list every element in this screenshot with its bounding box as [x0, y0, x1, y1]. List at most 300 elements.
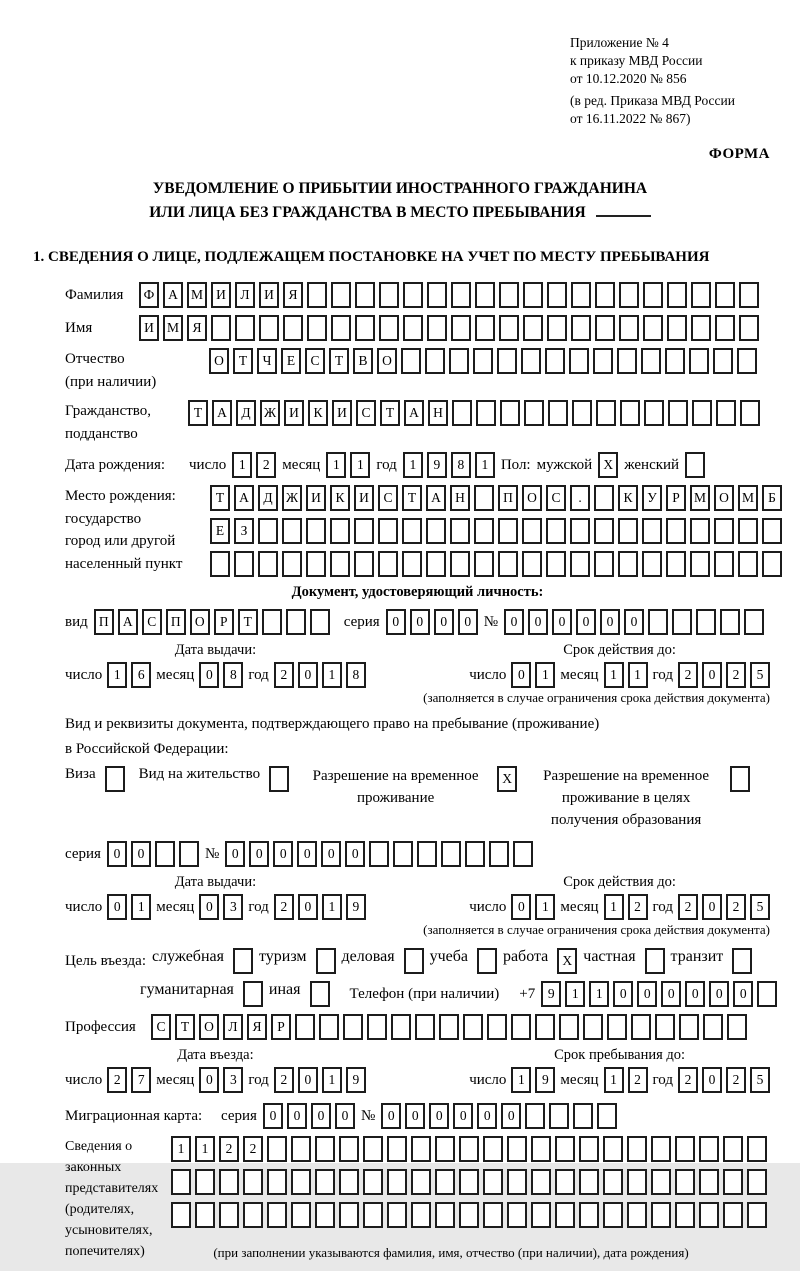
- form-cell: 1: [326, 452, 346, 478]
- form-cell: [607, 1014, 627, 1040]
- form-cell: [267, 1136, 287, 1162]
- form-cell: [499, 282, 519, 308]
- form-cell: 0: [321, 841, 341, 867]
- day-label: число: [469, 1071, 507, 1088]
- form-cell: [723, 1202, 743, 1228]
- form-cell: 0: [576, 609, 596, 635]
- purpose-business: [342, 948, 424, 974]
- form-cell: 0: [702, 894, 722, 920]
- number-label: №: [483, 613, 498, 630]
- form-cell: [463, 1014, 483, 1040]
- form-cell: [379, 315, 399, 341]
- form-cell: [378, 551, 398, 577]
- form-cell: 0: [661, 981, 681, 1007]
- year-label: год: [248, 1071, 269, 1088]
- form-cell: Б: [762, 485, 782, 511]
- form-cell: 1: [195, 1136, 215, 1162]
- form-cell: [747, 1169, 767, 1195]
- identity-valid-group: [469, 642, 770, 688]
- form-cell: [354, 518, 374, 544]
- purpose-work-label: работа: [502, 948, 549, 966]
- doc-kind-cells: [94, 609, 330, 635]
- form-cell: 0: [107, 841, 127, 867]
- form-cell: 1: [535, 662, 555, 688]
- form-cell: [426, 518, 446, 544]
- form-cell: 2: [256, 452, 276, 478]
- sex-label: Пол:: [500, 456, 531, 473]
- form-cell: [402, 518, 422, 544]
- stay-year: [678, 1067, 770, 1093]
- form-cell: З: [234, 518, 254, 544]
- form-cell: [171, 1169, 191, 1195]
- form-cell: 8: [451, 452, 471, 478]
- year-label: год: [652, 666, 673, 683]
- form-cell: 2: [678, 662, 698, 688]
- series-label: серия: [343, 613, 380, 630]
- birth-place-cells-row1: [210, 485, 782, 511]
- form-cell: С: [378, 485, 398, 511]
- form-cell: [573, 1103, 593, 1129]
- form-cell: И: [354, 485, 374, 511]
- order-date-line: от 10.12.2020 № 856: [570, 70, 687, 86]
- form-cell: Т: [238, 609, 258, 635]
- form-cell: [497, 348, 517, 374]
- form-cell: [620, 400, 640, 426]
- form-cell: 1: [511, 1067, 531, 1093]
- form-cell: [583, 1014, 603, 1040]
- form-cell: 2: [274, 1067, 294, 1093]
- form-cell: 1: [232, 452, 252, 478]
- form-label: ФОРМА: [708, 146, 770, 163]
- form-cell: [267, 1202, 287, 1228]
- form-cell: И: [259, 282, 279, 308]
- temporary-residence-education-label: Разрешение на временное проживание в целях получения образования: [543, 768, 710, 828]
- form-cell: [404, 948, 424, 974]
- migration-card-row: [65, 1103, 770, 1129]
- form-cell: М: [738, 485, 758, 511]
- form-cell: [211, 315, 231, 341]
- form-cell: [690, 551, 710, 577]
- form-cell: [667, 282, 687, 308]
- birth-place-label-line2: государство: [65, 510, 142, 527]
- form-cell: Т: [188, 400, 208, 426]
- form-cell: [738, 551, 758, 577]
- form-cell: [411, 1202, 431, 1228]
- visa-checkbox: [105, 766, 125, 792]
- form-cell: [355, 282, 375, 308]
- form-cell: [522, 551, 542, 577]
- form-cell: [331, 315, 351, 341]
- form-cell: [525, 1103, 545, 1129]
- form-cell: [627, 1202, 647, 1228]
- form-cell: [316, 948, 336, 974]
- purpose-other: [269, 981, 330, 1007]
- form-cell: [282, 551, 302, 577]
- form-cell: Н: [450, 485, 470, 511]
- month-label: месяц: [156, 666, 195, 683]
- residence-series-cells: [107, 841, 199, 867]
- form-cell: [473, 348, 493, 374]
- form-cell: [665, 348, 685, 374]
- form-cell: [339, 1169, 359, 1195]
- form-cell: [667, 315, 687, 341]
- identity-issue-group: [65, 642, 366, 688]
- form-cell: И: [306, 485, 326, 511]
- form-cell: [715, 315, 735, 341]
- residence-doc-intro1: Вид и реквизиты документа, подтверждающего право на пребывание (проживание): [65, 716, 600, 733]
- form-cell: [315, 1202, 335, 1228]
- form-cell: [387, 1136, 407, 1162]
- form-cell: 0: [511, 894, 531, 920]
- form-cell: О: [190, 609, 210, 635]
- form-cell: Ж: [260, 400, 280, 426]
- form-cell: П: [166, 609, 186, 635]
- form-cell: 0: [702, 662, 722, 688]
- form-cell: [675, 1169, 695, 1195]
- temporary-residence-label: Разрешение на временное проживание: [312, 768, 479, 806]
- form-cell: И: [139, 315, 159, 341]
- form-cell: [379, 282, 399, 308]
- form-cell: 0: [381, 1103, 401, 1129]
- form-cell: 0: [131, 841, 151, 867]
- residence-issue-day: [107, 894, 151, 920]
- form-cell: 3: [223, 894, 243, 920]
- visit-purpose-label: Цель въезда:: [65, 952, 146, 969]
- form-cell: [195, 1202, 215, 1228]
- form-cell: Ч: [257, 348, 277, 374]
- birth-place-label-line3: город или другой: [65, 533, 176, 550]
- female-checkbox: [685, 452, 705, 478]
- form-cell: [483, 1169, 503, 1195]
- representatives-label-line1: Сведения о: [65, 1139, 133, 1155]
- purpose-study-label: учеба: [429, 948, 468, 966]
- given-name-label: Имя: [65, 319, 93, 336]
- form-cell: [307, 282, 327, 308]
- form-cell: [643, 282, 663, 308]
- form-cell: [651, 1202, 671, 1228]
- form-cell: Д: [258, 485, 278, 511]
- form-cell: [511, 1014, 531, 1040]
- residence-doc-options-row: [65, 766, 770, 831]
- representatives-label-line6: попечителях): [65, 1244, 145, 1260]
- form-cell: [523, 282, 543, 308]
- form-cell: А: [426, 485, 446, 511]
- form-cell: [642, 518, 662, 544]
- phone-label: Телефон (при наличии): [349, 985, 500, 1002]
- form-cell: [476, 400, 496, 426]
- form-cell: [258, 518, 278, 544]
- profession-label: Профессия: [65, 1019, 136, 1036]
- patronymic-label: [65, 348, 203, 393]
- entry-dates: [65, 1047, 770, 1093]
- form-cell: [427, 282, 447, 308]
- form-cell: 0: [225, 841, 245, 867]
- representatives-label-line2: законных: [65, 1160, 122, 1176]
- form-cell: Л: [235, 282, 255, 308]
- form-cell: [594, 518, 614, 544]
- month-label: месяц: [560, 1071, 599, 1088]
- form-cell: [459, 1169, 479, 1195]
- form-cell: [387, 1202, 407, 1228]
- form-cell: 0: [199, 1067, 219, 1093]
- form-cell: [723, 1169, 743, 1195]
- form-cell: [524, 400, 544, 426]
- purpose-study: [430, 948, 497, 974]
- month-label: месяц: [156, 1071, 195, 1088]
- form-cell: 2: [274, 894, 294, 920]
- birth-day-cells: [232, 452, 276, 478]
- form-cell: [699, 1202, 719, 1228]
- form-cell: [363, 1136, 383, 1162]
- form-cell: 1: [322, 1067, 342, 1093]
- form-cell: [483, 1202, 503, 1228]
- phone-cells: [541, 981, 777, 1007]
- form-cell: [403, 315, 423, 341]
- year-label: год: [248, 898, 269, 915]
- form-cell: 2: [243, 1136, 263, 1162]
- valid-until-heading: Срок действия до:: [563, 642, 676, 659]
- valid-until-heading: Срок действия до:: [563, 874, 676, 891]
- form-cell: К: [308, 400, 328, 426]
- representatives-cells-row3: [171, 1202, 767, 1228]
- form-cell: [703, 1014, 723, 1040]
- form-cell: [603, 1202, 623, 1228]
- form-cell: [450, 551, 470, 577]
- form-cell: [354, 551, 374, 577]
- birth-date-row: [65, 452, 770, 478]
- form-cell: 5: [750, 662, 770, 688]
- purpose-transit-checkbox: [732, 948, 752, 974]
- year-label: год: [248, 666, 269, 683]
- form-cell: 2: [726, 894, 746, 920]
- day-label: число: [189, 456, 227, 473]
- form-cell: 1: [107, 662, 127, 688]
- form-cell: 9: [535, 1067, 555, 1093]
- form-cell: X: [557, 948, 577, 974]
- form-cell: 1: [171, 1136, 191, 1162]
- form-cell: [738, 518, 758, 544]
- form-cell: 0: [702, 1067, 722, 1093]
- purpose-transit: [671, 948, 753, 974]
- representatives-label-line3: представителях: [65, 1181, 159, 1197]
- purpose-official-label: служебная: [151, 948, 224, 966]
- surname-row: [65, 282, 770, 308]
- form-cell: 7: [131, 1067, 151, 1093]
- form-cell: И: [332, 400, 352, 426]
- purpose-private-label: частная: [583, 948, 636, 966]
- form-cell: 0: [511, 662, 531, 688]
- form-cell: И: [284, 400, 304, 426]
- form-cell: 0: [624, 609, 644, 635]
- form-cell: О: [209, 348, 229, 374]
- form-cell: [617, 348, 637, 374]
- form-cell: [441, 841, 461, 867]
- form-cell: 1: [565, 981, 585, 1007]
- form-title-line2-text: ИЛИ ЛИЦА БЕЗ ГРАЖДАНСТВА В МЕСТО ПРЕБЫВАНИЯ: [149, 204, 586, 222]
- form-cell: [451, 315, 471, 341]
- form-cell: 2: [678, 894, 698, 920]
- citizenship-cells: [188, 400, 760, 426]
- form-cell: [714, 551, 734, 577]
- doc-series-cells: [386, 609, 478, 635]
- residence-valid-year: [678, 894, 770, 920]
- form-cell: [435, 1136, 455, 1162]
- form-cell: [531, 1169, 551, 1195]
- form-cell: [315, 1169, 335, 1195]
- form-cell: [339, 1202, 359, 1228]
- form-cell: С: [356, 400, 376, 426]
- surname-cells: [139, 282, 759, 308]
- purpose-private-checkbox: [645, 948, 665, 974]
- form-cell: [171, 1202, 191, 1228]
- form-cell: [450, 518, 470, 544]
- birth-year-cells: [403, 452, 495, 478]
- form-cell: [762, 518, 782, 544]
- birth-place-label-line4: населенный пункт: [65, 555, 183, 572]
- form-cell: [675, 1202, 695, 1228]
- form-cell: А: [163, 282, 183, 308]
- form-cell: 0: [335, 1103, 355, 1129]
- form-cell: [521, 348, 541, 374]
- form-cell: 1: [604, 894, 624, 920]
- form-cell: 0: [345, 841, 365, 867]
- form-cell: [593, 348, 613, 374]
- form-cell: [627, 1136, 647, 1162]
- form-cell: [720, 609, 740, 635]
- form-cell: [559, 1014, 579, 1040]
- form-cell: 0: [458, 609, 478, 635]
- form-cell: Л: [223, 1014, 243, 1040]
- form-cell: 2: [726, 1067, 746, 1093]
- form-cell: [315, 1136, 335, 1162]
- form-cell: 0: [552, 609, 572, 635]
- form-cell: [603, 1136, 623, 1162]
- residence-issue-group: [65, 874, 366, 920]
- year-label: год: [652, 1071, 673, 1088]
- option-temporary-residence-education: [531, 766, 750, 831]
- form-cell: А: [404, 400, 424, 426]
- form-cell: [243, 1202, 263, 1228]
- form-cell: [579, 1136, 599, 1162]
- order-line: к приказу МВД России: [570, 52, 703, 68]
- form-cell: 0: [434, 609, 454, 635]
- purpose-transit-label: транзит: [670, 948, 724, 966]
- form-cell: [306, 551, 326, 577]
- form-cell: [714, 518, 734, 544]
- migration-number-cells: [381, 1103, 617, 1129]
- option-residence-permit: [139, 766, 289, 792]
- form-cell: 1: [322, 662, 342, 688]
- form-cell: [417, 841, 437, 867]
- residence-doc-series-row: [65, 841, 770, 867]
- form-cell: 0: [287, 1103, 307, 1129]
- form-cell: О: [377, 348, 397, 374]
- form-cell: [307, 315, 327, 341]
- form-cell: [716, 400, 736, 426]
- form-cell: 2: [274, 662, 294, 688]
- form-cell: [651, 1136, 671, 1162]
- day-label: число: [469, 898, 507, 915]
- form-cell: 0: [263, 1103, 283, 1129]
- form-cell: [642, 551, 662, 577]
- issue-date-heading: Дата выдачи:: [174, 874, 257, 891]
- purpose-work-checkbox: [557, 948, 577, 974]
- form-cell: [219, 1202, 239, 1228]
- form-cell: Т: [329, 348, 349, 374]
- form-cell: 0: [477, 1103, 497, 1129]
- form-cell: 0: [298, 1067, 318, 1093]
- profession-cells: [151, 1014, 747, 1040]
- form-cell: Т: [402, 485, 422, 511]
- form-cell: [762, 551, 782, 577]
- form-cell: [498, 518, 518, 544]
- form-cell: 0: [410, 609, 430, 635]
- form-cell: [339, 1136, 359, 1162]
- form-cell: [391, 1014, 411, 1040]
- form-cell: [363, 1169, 383, 1195]
- form-cell: С: [305, 348, 325, 374]
- residence-permit-label: Вид на жительство: [138, 766, 261, 783]
- form-cell: [233, 948, 253, 974]
- form-cell: [415, 1014, 435, 1040]
- month-label: месяц: [156, 898, 195, 915]
- purpose-tourism: [259, 948, 336, 974]
- birth-place-label: [65, 485, 204, 575]
- form-cell: 1: [604, 662, 624, 688]
- form-cell: Я: [187, 315, 207, 341]
- issue-date-heading: Дата выдачи:: [174, 642, 257, 659]
- form-cell: [286, 609, 306, 635]
- form-cell: П: [498, 485, 518, 511]
- year-label: год: [376, 456, 397, 473]
- form-cell: 1: [628, 662, 648, 688]
- restriction-note: (заполняется в случае ограничения срока действия документа): [423, 690, 770, 706]
- temporary-residence-checkbox: [497, 766, 517, 792]
- form-cell: К: [330, 485, 350, 511]
- form-cell: 0: [733, 981, 753, 1007]
- purpose-tourism-checkbox: [316, 948, 336, 974]
- residence-doc-intro2: в Российской Федерации:: [65, 741, 229, 758]
- form-cell: [402, 551, 422, 577]
- year-label: год: [652, 898, 673, 915]
- form-cell: [523, 315, 543, 341]
- form-cell: [195, 1169, 215, 1195]
- representatives-label-line4: (родителях,: [65, 1202, 135, 1218]
- form-cell: [555, 1136, 575, 1162]
- form-cell: [343, 1014, 363, 1040]
- birth-month-cells: [326, 452, 370, 478]
- form-title: [30, 177, 770, 225]
- residence-valid-group: [469, 874, 770, 920]
- identity-doc-dates: [65, 642, 770, 688]
- temporary-residence-education-checkbox: [730, 766, 750, 792]
- form-cell: Ж: [282, 485, 302, 511]
- form-cell: 2: [726, 662, 746, 688]
- form-cell: 2: [628, 894, 648, 920]
- purpose-study-checkbox: [477, 948, 497, 974]
- form-cell: [425, 348, 445, 374]
- legal-reference-block: [570, 34, 770, 128]
- form-cell: .: [570, 485, 590, 511]
- identity-doc-heading: Документ, удостоверяющий личность:: [291, 584, 544, 601]
- form-cell: [291, 1136, 311, 1162]
- purpose-other-checkbox: [310, 981, 330, 1007]
- form-cell: 1: [475, 452, 495, 478]
- form-cell: Т: [233, 348, 253, 374]
- form-cell: [547, 282, 567, 308]
- form-cell: [331, 282, 351, 308]
- form-cell: [451, 282, 471, 308]
